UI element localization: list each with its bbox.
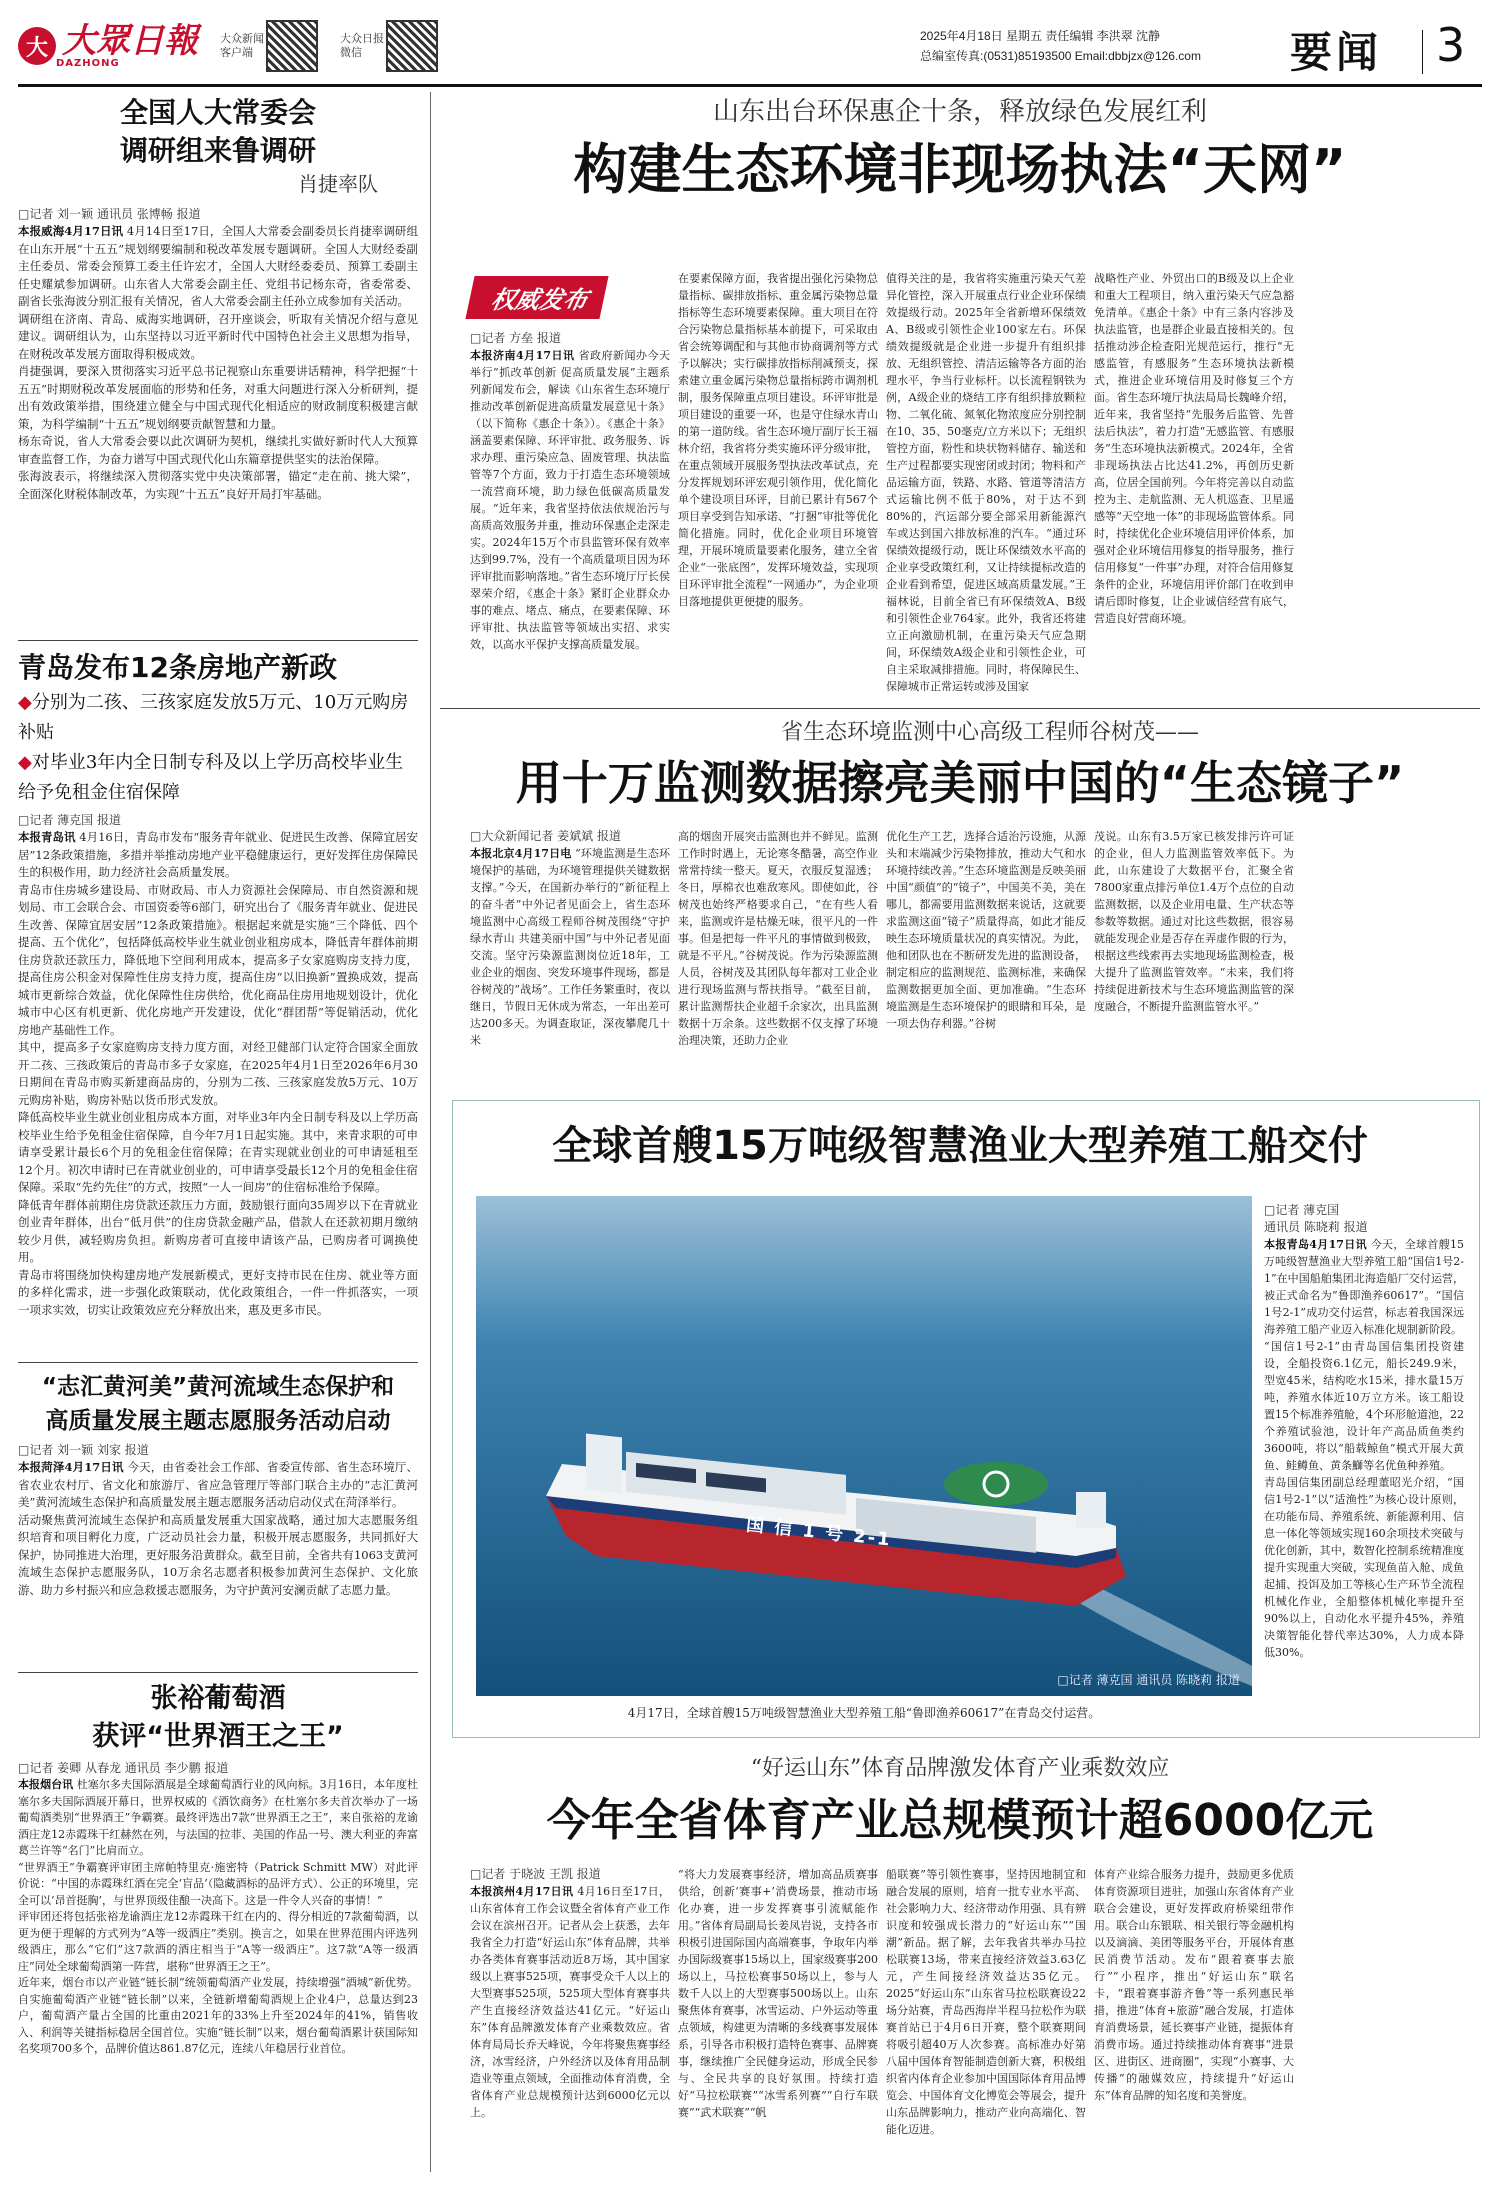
- article-title: 全国人大常委会: [119, 96, 316, 129]
- article-title-2: 获评“世界酒王之王”: [92, 1721, 344, 1752]
- paragraph: 降低高校毕业生就业创业租房成本方面，对毕业3年内全日制专科及以上学历高校毕业生给予免租金住宿保障，自今年7月1日起实施。其中，来青求职的可申请享受累计最长6个月的免租金住宿保障；在青实现就业创业的可申请延租至12个月。初次申请时已在青就业创业的，可申请享受最长12个月的免租金住宿保障。采取“先约先住”的方式，按照“一人一间房”的住宿标准给予保障。: [18, 1110, 418, 1194]
- dateline: 本报烟台讯: [18, 1778, 74, 1791]
- column-divider: [430, 92, 431, 2172]
- paragraph: “世界酒王”争霸赛评审团主席帕特里克·施密特（Patrick Schmitt MW）对此评价说：“中国的赤霞珠红酒在完全‘盲品’（隐藏酒标的品评方式）、公正的环境里，完全可以‘昂首挺胸’，与世界顶级佳酿一决高下。这是一件令人兴奋的事情！”: [18, 1860, 418, 1907]
- byline: □大众新闻记者 姜斌斌 报道: [470, 829, 621, 843]
- article-title: 张裕葡萄酒: [150, 1683, 286, 1714]
- dateline: 本报济南4月17日讯: [470, 349, 575, 362]
- bottom-col-3: [886, 1866, 1086, 2138]
- bullet-text: 对毕业3年内全日制专科及以上学历高校毕业生给予免租金住宿保障: [18, 752, 404, 803]
- article-yellow-river: [18, 1370, 418, 1599]
- divider: [18, 1672, 418, 1673]
- paragraph: 优化生产工艺，选择合适治污设施，从源头和末端减少污染物排放，推动大气和水环境持续改善。”生态环境监测是反映美丽中国“颜值”的“镜子”，中国美不美，美在哪儿，都需要用监测数据来说话，这就要求监测这面“镜子”质量得高，如此才能反映生态环境质量状况的真实情况。为此，他和团队也在不断研发先进的监测设备，制定相应的监测规范、监测标准，来确保监测数据更加全面、更加准确。“生态环境监测是生态环境保护的眼睛和耳朵，是一项去伪存利器。”谷树: [886, 830, 1086, 1030]
- highlight-bullet: [18, 748, 418, 808]
- paragraph: 青岛市将围绕加快构建房地产发展新模式，更好支持市民在住房、就业等方面的多样化需求，进一步强化政策联动，优化政策组合，一件一件抓落实，一项一项求实效，切实让政策效应充分释放出来，惠及更多市民。: [18, 1267, 418, 1317]
- divider: [18, 640, 418, 641]
- paragraph-text: 今天，全球首艘15万吨级智慧渔业大型养殖工船“国信1号2-1”在中国船舶集团北海造船厂交付运营，被正式命名为“鲁即渔养60617”。“国信1号2-1”成功交付运营，标志着我国深远海养殖工船产业迈入标准化规制新阶段。: [1264, 1238, 1464, 1336]
- bullet-text: 分别为二孩、三孩家庭发放5万元、10万元购房补贴: [18, 692, 409, 743]
- mid-col-1: [470, 828, 670, 1049]
- photo-caption: 4月17日，全球首艘15万吨级智慧渔业大型养殖工船“鲁即渔养60617”在青岛交付运营。: [627, 1706, 1101, 1720]
- photo-credit: □记者 薄克国 通讯员 陈晓莉 报道: [1057, 1673, 1240, 1687]
- masthead: [18, 14, 438, 78]
- paragraph: 降低青年群体前期住房贷款还款压力方面，鼓励银行面向35周岁以下在青就业创业青年群体，出台“低月供”的住房贷款金融产品，借款人在还款初期月缴纳较少月供，减轻购房负担。新购房者可直接申请该产品，已购房者可调换使用。: [18, 1197, 418, 1264]
- paragraph: 张海波表示，将继续深入贯彻落实党中央决策部署，锚定“走在前、挑大梁”，全面深化财税体制改革，为实现“十五五”良好开局打牢基础。: [18, 469, 418, 501]
- paragraph: “国信1号2-1”由青岛国信集团投资建设，全船投资6.1亿元，船长249.9米，型宽45米，结构吃水15米，排水量15万吨，养殖水体近10万立方米。该工船设置15个标准养殖舱，4个环形舱道池，22个养殖试验池，设计年产高品质鱼类约3600吨，将以“船载鲸鱼”模式开展大黄鱼、鲑鳟鱼、黄条鰤等名优鱼种养殖。: [1264, 1340, 1464, 1472]
- paragraph: 在要素保障方面，我省提出强化污染物总量指标、碳排放指标、重金属污染物总量指标等生态环境要素保障。重大项目在符合污染物总量指标基本前提下，可采取由省会统筹调配和与其他市协商调剂等方式予以解决；实行碳排放指标削减预支，探索建立重金属污染物总量指标跨市调剂机制，服务保障重点项目建设。环评审批是项目建设的重要一环，也是守住绿水青山的第一道防线。省生态环境厅副厅长王福林介绍，我省将分类实施环评分级审批，在重点领域开展服务型执法改革试点，充分发挥规划环评宏观引领作用，优化简化单个建设项目环评，目前已累计有567个项目享受到告知承诺、“打捆”审批等优化简化措施。同时，优化企业项目环境管理，开展环境质量要素化服务，建立全省企业“一张底图”，发挥环境效益，实现项目环评审批全流程“一网通办”，为企业项目落地提供更便捷的服务。: [678, 272, 878, 608]
- ship-story-title: 全球首艘15万吨级智慧渔业大型养殖工船交付: [552, 1123, 1368, 1169]
- paragraph: 战略性产业、外贸出口的B级及以上企业和重大工程项目，纳入重污染天气应急豁免清单。《惠企十条》中有三条内容涉及执法监管，也是群企业最直接相关的。包括推动涉企检查阳光规范运行，推行“无感监管，有感服务”生态环境执法新模式，推进企业环境信用及时修复三个方面。省生态环境厅执法局局长魏峰介绍，近年来，我省坚持“先服务后监管、先普法后执法”，着力打造“无感监管、有感服务”生态环境执法新模式。2024年，全省非现场执法占比达41.2%，再创历史新高，位居全国前列。今年将完善以自动监控为主、走航监测、无人机巡查、卫星遥感等“天空地一体”的非现场监管体系。同时，持续优化企业环境信用评价体系，加强对企业环境信用修复的指导服务，推行信用修复“一件事”办理，对符合信用修复条件的企业，环境信用评价部门在收到申请后即时修复，让企业诚信经营有底气，营造良好营商环境。: [1094, 272, 1294, 625]
- paragraph: 评审团还将包括张裕龙谕酒庄龙12赤霞珠干红在内的、得分相近的7款葡萄酒，以更为便于理解的方式列为“A等一级酒庄”类别。换言之，如果在世界范围内评选列级酒庄，那么“它们”这7款酒的酒庄相当于“A等一级酒庄”。这7款“A等一级酒庄”同处全球葡萄酒第一阵营，堪称“世界酒王之王”。: [18, 1910, 418, 1973]
- byline: □记者 姜卿 从春龙 通讯员 李少鹏 报道: [18, 1761, 229, 1775]
- byline: □记者 于晓波 王凯 报道: [470, 1867, 601, 1881]
- paragraph-text: 4月16日，青岛市发布“服务青年就业、促进民生改善、保障宜居安居”12条政策措施，多措并举推动房地产业平稳健康运行，更好发挥住房保障民生的积极作用，助力经济社会高质量发展。: [18, 830, 419, 879]
- byline: □记者 薄克国: [1264, 1203, 1340, 1217]
- article-npc: [18, 92, 418, 503]
- paragraph-text: 4月14日至17日，全国人大常委会副委员长肖捷率调研组在山东开展“十五五”规划纲要编制和税改革发展专题调研。全国人大财经委副主任委员、常委会预算工委主任许宏才，全国人大财经委委员、预算工委副主任史耀斌参加调研。山东省人大常委会副主任、党组书记杨东奇，省委常委、副省长张海波分别汇报有关情况，省人大常委会副主任孙立成参加有关活动。: [18, 224, 419, 308]
- header-divider: [1422, 30, 1423, 74]
- paragraph: 高的烟囱开展突击监测也并不鲜见。监测工作时时遇上，无论寒冬酷暑，高空作业常常持续一整天。夏天，衣服反复湿透；冬日，厚棉衣也难敌寒风。即使如此，谷树茂也始终严格要求自己，“在有些人看来，监测或许是枯燥无味，很平凡的一件事。但是把每一件平凡的事情做到极致，就是不平凡。”谷树茂说。作为污染源监测人员，谷树茂及其团队每年都对工业企业进行现场监测与帮扶指导。“截至目前，累计监测帮扶企业超千余家次，出具监测数据十万余条。这些数据不仅支撑了环境治理决策，还助力企业: [678, 830, 878, 1047]
- top-col-1: [470, 330, 670, 653]
- mid-story-kicker: 省生态环境监测中心高级工程师谷树茂——: [780, 720, 1199, 745]
- qr1-label: 大众新闻客户端: [220, 33, 264, 59]
- paragraph: 值得关注的是，我省将实施重污染天气差异化管控，深入开展重点行业企业环保绩效提级行动。2025年全省新增环保绩效A、B级或引领性企业100家左右。环保绩效提级就是企业进一步提升有组织排放、无组织管控、清洁运输等各方面的治理水平，争当行业标杆。以长流程钢铁为例，A级企业的烧结工序有组织排放颗粒物、二氧化硫、氮氧化物浓度应分别控制在10、35、50毫克/立方米以下；无组织管控方面，粉性和块状物料储存、输送和生产过程都要实现密闭或封闭；物料和产品运输方面，铁路、水路、管道等清洁方式运输比例不低于80%，对于达不到80%的，汽运部分要全部采用新能源汽车或达到国六排放标准的汽车。“通过环保绩效提级行动，既让环保绩效水平高的企业享受政策红利，又让持续提标改造的企业看到希望，促进区域高质量发展。”王福林说，目前全省已有环保绩效A、B级和引领性企业764家。此外，我省还将建立正向激励机制，在重污染天气应急期间，环保绩效A级企业和引领性企业，可自主采取减排措施。同时，将保障民生、保障城市正常运转或涉及国家: [886, 272, 1086, 693]
- qr-code-1[interactable]: [266, 20, 318, 72]
- paragraph: 体育产业综合服务力提升，鼓励更多优质体育资源项目进驻，加强山东省体育产业联合会建设，更好发挥政府桥梁纽带作用。联合山东银联、相关银行等金融机构以及滴滴、美团等服务平台，开展体育惠民消费节活动。发布“跟着赛事去旅行”“小程序，推出“好运山东”联名卡，“跟着赛事游齐鲁”等一系列惠民举措，推进“体育+旅游”融合发展，打造体育消费场景，延长赛事产业链，提振体育消费市场。通过持续推动体育赛事“进景区、进街区、进商圈”，实现“小赛事、大传播”的融媒效应，持续提升“好运山东”体育品牌的知名度和美誉度。: [1094, 1868, 1294, 2102]
- paragraph: [18, 1777, 418, 1860]
- paragraph: [470, 845, 670, 1049]
- ship-col: [1264, 1202, 1464, 1661]
- article-title-2: 调研组来鲁调研: [119, 134, 316, 167]
- date-line: 2025年4月18日 星期五 责任编辑 李洪翠 沈静: [920, 29, 1161, 43]
- byline: □记者 刘一颖 刘家 报道: [18, 1443, 149, 1457]
- byline: □记者 方垒 报道: [470, 331, 561, 345]
- paragraph: 杨东奇说，省人大常委会要以此次调研为契机，继续扎实做好新时代人大预算审查监督工作，为奋力谱写中国式现代化山东篇章提供坚实的法治保障。: [18, 434, 418, 466]
- paragraph: 近年来，烟台市以产业链“链长制”统领葡萄酒产业发展，持续增强“酒城”新优势。自实施葡萄酒产业链“链长制”以来，全链新增葡萄酒规上企业4户，总量达到23户，葡萄酒产量占全国的比重由2021年的33%上升至2024年的41%，销售收入、利润等关键指标稳居全国首位。实施“链长制”以来，烟台葡萄酒累计获国际知名奖项700多个，品牌价值达861.87亿元，连续八年稳居行业首位。: [18, 1976, 418, 2055]
- paragraph-text: “环境监测是生态环境保护的基础，为环境管理提供关键数据支撑。”今天，在国新办举行的“新征程上的奋斗者”中外记者见面会上，省生态环境监测中心高级工程师谷树茂围绕“守护绿水青山 共建美丽中国”与中外记者见面交流。坚守污染源监测岗位近18年，工业企业的烟囱、突发环境事件现场，都是谷树茂的“战场”。工作任务繁重时，夜以继日，节假日无休成为常态，一年出差可达200多天。为调查取证，深夜攀爬几十米: [470, 847, 671, 1047]
- paragraph: [470, 347, 670, 653]
- article-qingdao-housing: [18, 648, 418, 1319]
- mid-col-4: [1094, 828, 1294, 1015]
- header-rule: [18, 84, 1482, 87]
- dateline: 本报滨州4月17日讯: [470, 1885, 574, 1898]
- paragraph: 调研组在济南、青岛、威海实地调研，召开座谈会，听取有关情况介绍与意见建议。调研组认为，山东坚持以习近平新时代中国特色社会主义思想为指导，在财税改革发展方面取得积极成效。: [18, 311, 418, 361]
- ship-illustration: [476, 1196, 1252, 1696]
- dateline: 本报菏泽4月17日讯: [18, 1460, 124, 1474]
- top-story-title: 构建生态环境非现场执法“天网”: [573, 138, 1347, 201]
- qr-code-2[interactable]: [386, 20, 438, 72]
- byline-2: 通讯员 陈晓莉 报道: [1264, 1220, 1368, 1234]
- paragraph: 青岛国信集团副总经理董昭光介绍，“国信1号2-1”以“适渔性”为核心设计原则，在功能布局、养殖系统、新能源利用、信息一体化等领域实现160余项技术突破与优化创新，其中，数智化控制系统精准度提升实现重大突破，实现鱼苗入舱、成鱼起捕、投饵及加工等核心生产环节全流程机械化作业，全船整体机械化率提升至90%以上，自动化水平提升45%，养殖决策智能化替代率达30%，人力成本降低30%。: [1264, 1476, 1464, 1659]
- dateline: 本报青岛讯: [18, 830, 76, 844]
- hull-name: 国 信 1 号 2-1: [745, 1514, 893, 1551]
- bottom-col-4: [1094, 1866, 1294, 2104]
- top-story-kicker: 山东出台环保惠企十条，释放绿色发展红利: [712, 97, 1207, 127]
- qr2-label: 大众日报微信: [340, 33, 384, 59]
- page-number: 3: [1436, 18, 1466, 72]
- bottom-col-1: [470, 1866, 670, 2121]
- paragraph: [1264, 1236, 1464, 1338]
- article-title: “志汇黄河美”黄河流域生态保护和: [41, 1374, 395, 1400]
- paragraph: 青岛市住房城乡建设局、市财政局、市人力资源社会保障局、市自然资源和规划局、市工会联合会、市国资委等6部门，研究出台了《服务青年就业、促进民生改善、保障宜居安居”12条政策措施》。根据起来就是实施“三个降低、四个提高、五个优化”，包括降低高校毕业生就业创业租房成本，降低青年群体前期住房贷款还款压力，降低地下空间利用成本，提高多子女家庭购房支持力度，提高住房公积金对保障性住房支持力度，提高住房“以旧换新”置换成效，提高城市更新综合效益，优化保障性住房供给，优化商品住房用地规划设计，优化城市中心区有机更新、优化房地产开发建设，优化“群团帮”等促销活动，优化房地产基础性工作。: [18, 882, 418, 1037]
- header-info: [920, 26, 1290, 66]
- paragraph: [470, 1883, 670, 2121]
- byline: □记者 刘一颖 通讯员 张博畅 报道: [18, 207, 201, 221]
- paragraph-text: 4月16日至17日，山东省体育工作会议暨全省体育产业工作会议在滨州召开。记者从会上获悉，去年我省全力打造“好运山东”体育品牌，共举办各类体育赛事活动近8万场，其中国家级以上赛事525项，赛事受众千人以上的大型赛事525项，525项大型体育赛事共产生直接经济效益达41亿元。“好运山东”体育品牌激发体育产业乘数效应。省体育局局长乔天峰说，今年将聚焦赛事经济，冰雪经济，户外经济以及体育用品制造业等重点领域，全面推动体育消费，全省体育产业总规模预计达到6000亿元以上。: [470, 1885, 670, 2119]
- top-col-3: [886, 270, 1086, 695]
- bottom-col-2: [678, 1866, 878, 2121]
- ship-photo[interactable]: [476, 1196, 1252, 1696]
- paragraph: “将大力发展赛事经济，增加高品质赛事供给，创新‘赛事+’消费场景，推动市场化办赛，进一步发挥赛事引流赋能作用。”省体育局副局长姜凤岩说，支持各市积极引进国际国内高端赛事，争取年内举办国际级赛事15场以上，国家级赛事200场以上，马拉松赛事50场以上，参与人数千人以上的大型赛事500场以上。山东聚焦体育赛事，冰雪运动、户外运动等重点领域，构建更为清晰的多线赛事发展体系，引导各市积极打造特色赛事、品牌赛事，继续推广全民健身运动，形成全民参与、全民共享的良好氛围。持续打造好“马拉松联赛”“冰雪系列赛”“自行车联赛”“武术联赛”“帆: [678, 1868, 878, 2119]
- article-subtitle: 肖捷率队: [298, 172, 378, 196]
- diamond-icon: ◆: [18, 692, 32, 713]
- diamond-icon: ◆: [18, 752, 32, 773]
- article-title-2: 高质量发展主题志愿服务活动启动: [45, 1408, 391, 1434]
- logo-mark: 大: [18, 27, 56, 65]
- paragraph: 肖捷强调，要深入贯彻落实习近平总书记视察山东重要讲话精神，科学把握“十五五”时期财税改革发展面临的形势和任务，对重大问题进行深入分析研判，提出有效政策举措，围绕建立健全与中国式现代化相适应的财政制度积极建言献策，为科学编制“十五五”规划纲要贡献智慧和力量。: [18, 364, 418, 431]
- divider: [440, 708, 1480, 709]
- bottom-story-kicker: “好运山东”体育品牌激发体育产业乘数效应: [750, 1756, 1170, 1781]
- paragraph: 活动聚焦黄河流域生态保护和高质量发展重大国家战略，通过加大志愿服务组织培育和项目孵化力度，广泛动员社会力量，积极开展志愿服务，共同抓好大保护，协同推进大治理，更好服务沿黄群众。截至目前，全省共有1063支黄河流域生态保护志愿服务队，10万余名志愿者积极参加黄河生态保护、文化旅游、助力乡村振兴和应急救援志愿服务，为守护黄河安澜贡献了志愿力量。: [18, 1512, 418, 1597]
- logo-en: DAZHONG: [56, 57, 120, 69]
- paragraph: [18, 1459, 418, 1512]
- dateline: 本报北京4月17日电: [470, 847, 572, 860]
- tag-label: 权威发布: [465, 276, 608, 319]
- paragraph-text: 省政府新闻办今天举行“抓改革创新 促高质量发展”主题系列新闻发布会，解读《山东省生态环境厅推动改革创新促进高质量发展意见十条》（以下简称《惠企十条》）。《惠企十条》涵盖要素保障、环评审批、政务服务、诉求办理、重污染应急、固废管理、执法监管等7个方面，致力于打造生态环境领域一流营商环境，助力绿色低碳高质量发展。“近年来，我省坚持依法依规治污与高质高效服务并重，推动环保惠企走深走实。2024年15万个市县监管环保有效率达到99.7%，没有一个高质量项目因为环评审批而影响落地。”省生态环境厅厅长侯翠荣介绍，《惠企十条》紧盯企业群众办事的难点、堵点、痛点，在要素保障、环评审批、执法监管等领域出实招、求实效，以高水平保护支撑高质量发展。: [470, 349, 670, 651]
- paragraph: 船联赛”等引领性赛事，坚持因地制宜和融合发展的原则，培育一批专业水平高、社会影响力大、经济带动作用强、具有辨识度和较强成长潜力的“好运山东”“国潮”新品。据了解，去年我省共举办马拉松联赛13场，带来直接经济效益3.63亿元，产生间接经济效益达35亿元。2025“好运山东”山东省马拉松联赛设22场分站赛，青岛西海岸半程马拉松作为联赛首站已于4月6日开赛，整个联赛期间将吸引超40万人次参赛。高标准办好第八届中国体育智能制造创新大赛，积极组织省内体育企业参加中国国际体育用品博览会、中国体育文化博览会等展会，提升山东品牌影响力，推动产业向高端化、智能化迈进。: [886, 1868, 1086, 2136]
- logo-name: 大眾日報: [62, 20, 198, 61]
- top-col-2: [678, 270, 878, 610]
- bottom-story-title: 今年全省体育产业总规模预计超6000亿元: [546, 1795, 1374, 1846]
- paragraph: [18, 223, 418, 311]
- section-title: 要闻: [1290, 28, 1383, 77]
- authoritative-release-tag: [470, 276, 604, 319]
- paragraph-text: 今天，由省委社会工作部、省委宣传部、省生态环境厅、省农业农村厅、省文化和旅游厅、省应急管理厅等部门联合主办的“志汇黄河美”黄河流域生态保护和高质量发展主题志愿服务活动启动仪式在菏泽举行。: [18, 1460, 419, 1509]
- dateline: 本报威海4月17日讯: [18, 224, 124, 238]
- contact-line: 总编室传真:(0531)85193500 Email:dbbjzx@126.com: [920, 49, 1201, 63]
- mid-col-2: [678, 828, 878, 1049]
- article-title: 青岛发布12条房地产新政: [18, 651, 337, 684]
- dateline: 本报青岛4月17日讯: [1264, 1238, 1367, 1251]
- mid-story-title: 用十万监测数据擦亮美丽中国的“生态镜子”: [515, 756, 1405, 810]
- article-changyu-wine: [18, 1680, 418, 2058]
- top-col-4: [1094, 270, 1294, 627]
- mid-col-3: [886, 828, 1086, 1032]
- divider: [18, 1362, 418, 1363]
- paragraph-text: 杜塞尔多夫国际酒展是全球葡萄酒行业的风向标。3月16日，本年度杜塞尔多夫国际酒展开幕日，世界权威的《酒饮商务》在杜塞尔多夫首次举办了一场葡萄酒类别“世界酒王”争霸赛。最终评选出7款“世界酒王之王”，来自张裕的龙谕酒庄龙12赤霞珠干红赫然在列，与法国的拉菲、美国的作品一号、澳大利亚的奔富葛兰许等“名门”比肩而立。: [18, 1778, 419, 1857]
- highlight-bullet: [18, 688, 418, 748]
- paragraph: 茂说。山东有3.5万家已核发排污许可证的企业，但人力监测监管效率低下。为此，山东建设了大数据平台，汇聚全省7800家重点排污单位1.4万个点位的自动监测数据，以及企业用电量、生产状态等参数等数据。通过对比这些数据，很容易就能发现企业是否存在弄虚作假的行为，根据这些线索再去实地现场监测检查，极大提升了监测监管效率。“未来，我们将持续促进新技术与生态环境监测监管的深度融合，不断提升监测监管水平。”: [1094, 830, 1294, 1013]
- paragraph: [18, 829, 418, 882]
- paragraph: 其中，提高多子女家庭购房支持力度方面，对经卫健部门认定符合国家全面放开二孩、三孩政策后的青岛市多子女家庭，在2025年4月1日至2026年6月30日期间在青岛市购买新建商品房的，分别为二孩、三孩家庭发放5万元、10万元购房补贴，购房补贴以货币形式发放。: [18, 1040, 418, 1107]
- byline: □记者 薄克国 报道: [18, 813, 121, 827]
- logo: [56, 20, 198, 69]
